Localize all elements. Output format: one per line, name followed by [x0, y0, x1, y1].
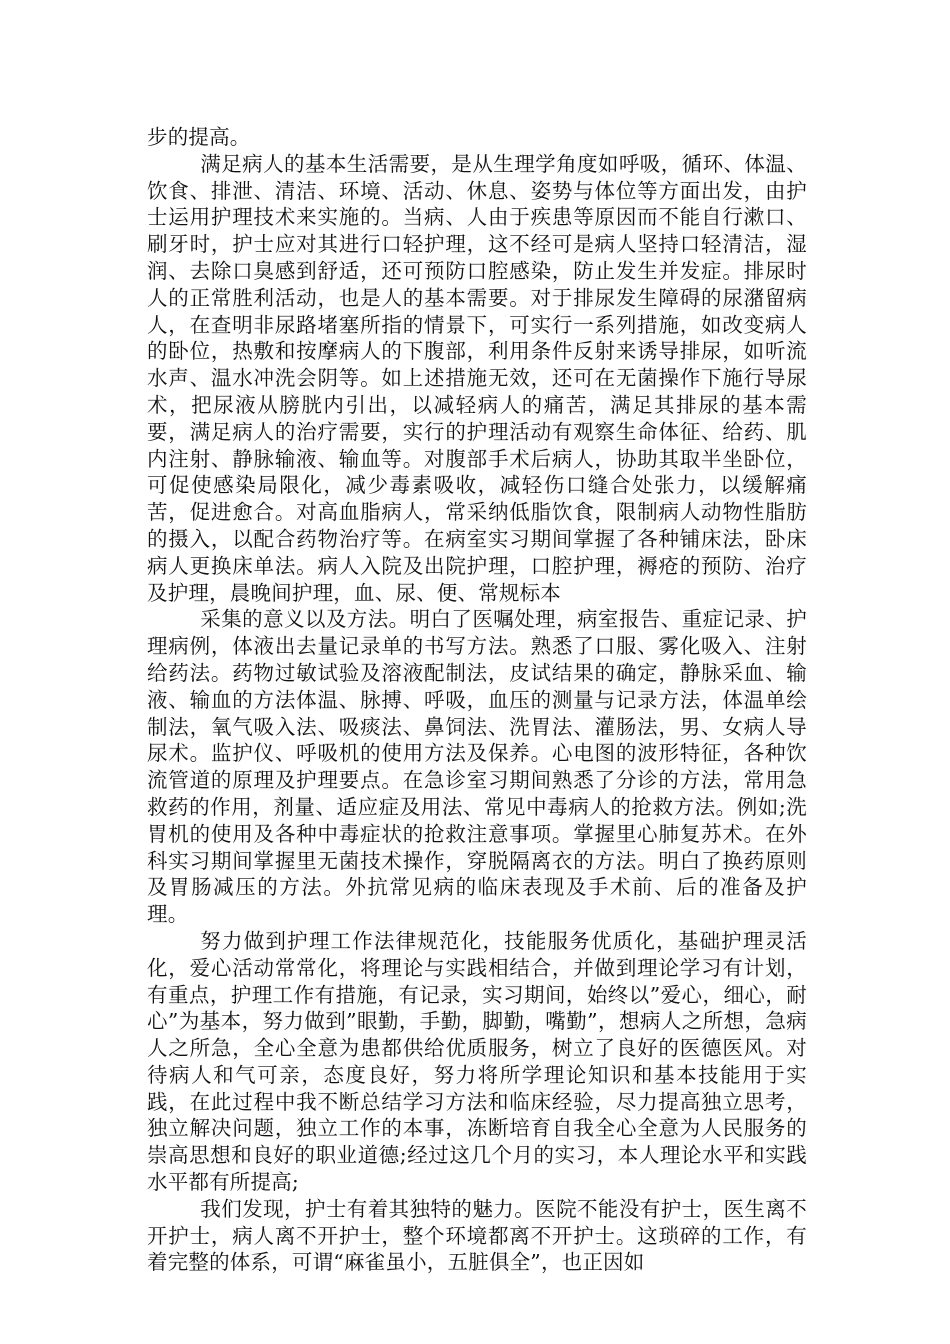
paragraph-4: 努力做到护理工作法律规范化，技能服务优质化，基础护理灵活化，爱心活动常常化，将理论与实践相结合，并做到理论学习有计划，有重点，护理工作有措施，有记录，实习期间，始终以”爱心，细心，耐心”为基本，努力做到”眼勤，手勤，脚勤，嘴勤”，想病人之所想，急病人之所急，全心全意为患都供给优质服务，树立了良好的医德医风。对待病人和气可亲，态度良好，努力将所学理论知识和基本技能用于实践，在此过程中我不断总结学习方法和临床经验，尽力提高独立思考，独立解决问题，独立工作的本事，冻断培育自我全心全意为人民服务的崇高思想和良好的职业道德;经过这几个月的实习，本人理论水平和实践水平都有所提高; — [147, 928, 807, 1195]
paragraph-3: 采集的意义以及方法。明白了医嘱处理，病室报告、重症记录、护理病例，体液出去量记录单的书写方法。熟悉了口服、雾化吸入、注射给药法。药物过敏试验及溶液配制法，皮试结果的确定，静脉采血、输液、输血的方法体温、脉搏、呼吸，血压的测量与记录方法，体温单绘制法，氧气吸入法、吸痰法、鼻饲法、洗胃法、灌肠法，男、女病人导尿术。监护仪、呼吸机的使用方法及保养。心电图的波形特征，各种饮流管道的原理及护理要点。在急诊室习期间熟悉了分诊的方法，常用急救药的作用，剂量、适应症及用法、常见中毒病人的抢救方法。例如;洗胃机的使用及各种中毒症状的抢救注意事项。掌握里心肺复苏术。在外科实习期间掌握里无菌技术操作，穿脱隔离衣的方法。明白了换药原则及胃肠减压的方法。外抗常见病的临床表现及手术前、后的准备及护理。 — [147, 607, 807, 927]
paragraph-5: 我们发现，护士有着其独特的魅力。医院不能没有护士，医生离不开护士，病人离不开护士，整个环境都离不开护士。这琐碎的工作，有着完整的体系，可谓“麻雀虽小，五脏俱全”，也正因如 — [147, 1196, 807, 1275]
paragraph-1: 步的提高。 — [147, 125, 251, 149]
paragraph-2: 满足病人的基本生活需要，是从生理学角度如呼吸，循环、体温、饮食、排泄、清洁、环境、活动、休息、姿势与体位等方面出发，由护士运用护理技术来实施的。当病、人由于疾患等原因而不能自行漱口、刷牙时，护士应对其进行口轻护理，这不经可是病人坚持口轻清洁，湿润、去除口臭感到舒适，还可预防口腔感染，防止发生并发症。排尿时人的正常胜利活动，也是人的基本需要。对于排尿发生障碍的尿潴留病人，在查明非尿路堵塞所指的情景下，可实行一系列措施，如改变病人的卧位，热敷和按摩病人的下腹部，利用条件反射来诱导排尿，如听流水声、温水冲洗会阴等。如上述措施无效，还可在无菌操作下施行导尿术，把尿液从膀胱内引出，以减轻病人的痛苦，满足其排尿的基本需要，满足病人的治疗需要，实行的护理活动有观察生命体征、给药、肌内注射、静脉输液、输血等。对腹部手术后病人，协助其取半坐卧位，可促使感染局限化，减少毒素吸收，减轻伤口缝合处张力，以缓解痛苦，促进愈合。对高血脂病人，常采纳低脂饮食，限制病人动物性脂肪的摄入，以配合药物治疗等。在病室实习期间掌握了各种铺床法，卧床病人更换床单法。病人入院及出院护理，口腔护理，褥疮的预防、治疗及护理，晨晚间护理，血、尿、便、常规标本 — [147, 151, 807, 605]
body-text — [147, 124, 807, 1276]
